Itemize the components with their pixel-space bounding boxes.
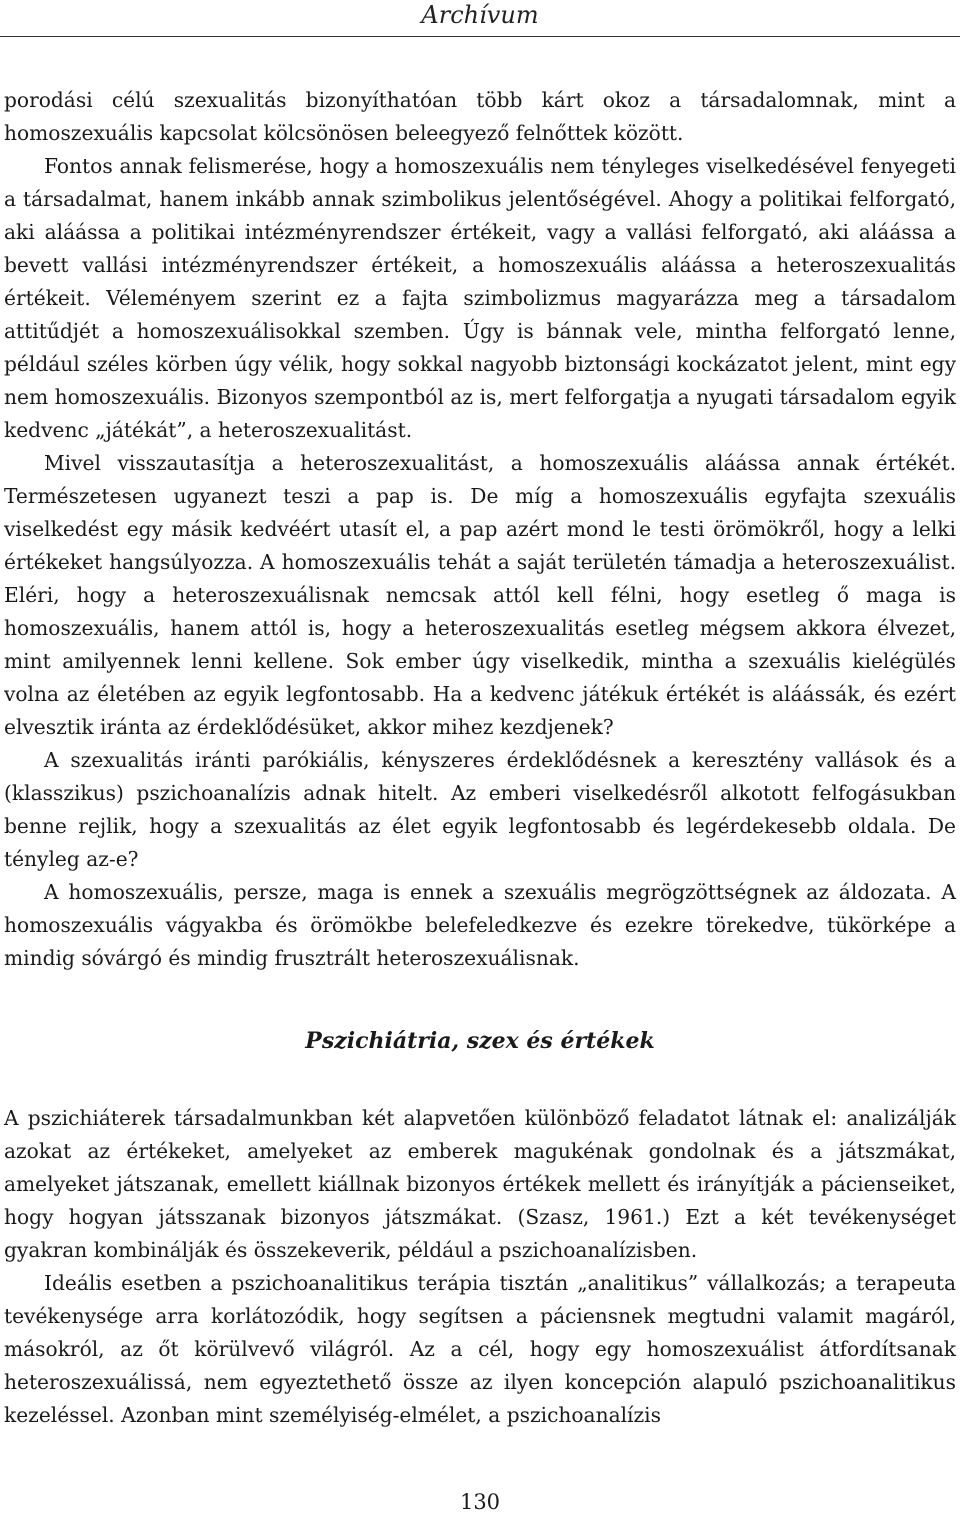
section-heading: Pszichiátria, szex és értékek <box>305 1028 655 1054</box>
paragraph: A homoszexuális, persze, maga is ennek a szexuális megrögzöttségnek az áldozata. A homoszexuális vágyakba és örömökbe belefeledkezve és ezekre törekedve, tükörképe a mindig sóvárgó és mindig frusztrált heteroszexuálisnak. <box>4 880 956 970</box>
running-header <box>0 0 960 37</box>
page-number: 130 <box>459 1490 501 1514</box>
paragraph: porodási célú szexualitás bizonyíthatóan több kárt okoz a társadalomnak, mint a homoszexuális kapcsolat kölcsönösen beleegyező felnőttek között. <box>4 88 956 145</box>
paragraph: Fontos annak felismerése, hogy a homoszexuális nem tényleges viselkedésével fenyegeti a társadalmat, hanem inkább annak szimbolikus jelentőségével. Ahogy a politikai felforgató, aki aláássa a politikai intézményrendszer értékeit, vagy a vallási felforgató, aki aláássa a bevett vallási intézményrendszer értékeit, a homoszexuális aláássa a heteroszexualitás értékeit. Véleményem szerint ez a fajta szimbolizmus magyarázza meg a társadalom attitűdjét a homoszexuálisokkal szemben. Úgy is bánnak vele, mintha felforgató lenne, például széles körben úgy vélik, hogy sokkal nagyobb biztonsági kockázatot jelent, mint egy nem homoszexuális. Bizonyos szempontból az is, mert felforgatja a nyugati társadalom egyik kedvenc „játékát”, a heteroszexualitást. <box>4 154 956 442</box>
paragraph: Ideális esetben a pszichoanalitikus terápia tisztán „analitikus” vállalkozás; a terapeuta tevékenysége arra korlátozódik, hogy segítsen a páciensnek megtudni valamit magáról, másokról, az őt körülvevő világról. Az a cél, hogy egy homoszexuálist átfordítsanak heteroszexuálissá, nem egyeztethető össze az ilyen koncepción alapuló pszichoanalitikus kezeléssel. Azonban mint személyiség-elmélet, a pszichoanalízis <box>4 1271 956 1427</box>
paragraph: A pszichiáterek társadalmunkban két alapvetően különböző feladatot látnak el: analizálják azokat az értékeket, amelyeket az emberek magukénak gondolnak és a játszmákat, amelyeket játszanak, emellett kiállnak bizonyos értékek mellett és irányítják a pácienseiket, hogy hogyan játsszanak bizonyos játszmákat. (Szasz, 1961.) Ezt a két tevékenységet gyakran kombinálják és összekeverik, például a pszichoanalízisben. <box>4 1106 956 1262</box>
paragraph: Mivel visszautasítja a heteroszexualitást, a homoszexuális aláássa annak értékét. Természetesen ugyanezt teszi a pap is. De míg a homoszexuális egyfajta szexuális viselkedést egy másik kedvéért utasít el, a pap azért mond le testi örömökről, hogy a lelki értékeket hangsúlyozza. A homoszexuális tehát a saját területén támadja a heteroszexuálist. Eléri, hogy a heteroszexuálisnak nemcsak attól kell félni, hogy esetleg ő maga is homoszexuális, hanem attól is, hogy a heteroszexualitás esetleg mégsem akkora élvezet, mint amilyennek lenni kellene. Sok ember úgy viselkedik, mintha a szexuális kielégülés volna az életében az egyik legfontosabb. Ha a kedvenc játékuk értékét is aláássák, és ezért elvesztik iránta az érdeklődésüket, akkor mihez kezdjenek? <box>4 451 956 739</box>
paragraph: A szexualitás iránti parókiális, kényszeres érdeklődésnek a keresztény vallások és a (klasszikus) pszichoanalízis adnak hitelt. Az emberi viselkedésről alkotott felfogásukban benne rejlik, hogy a szexualitás az élet egyik legfontosabb és legérdekesebb oldala. De tényleg az-e? <box>4 748 956 871</box>
header-title: Archívum <box>421 1 539 29</box>
body-text <box>4 84 956 1432</box>
